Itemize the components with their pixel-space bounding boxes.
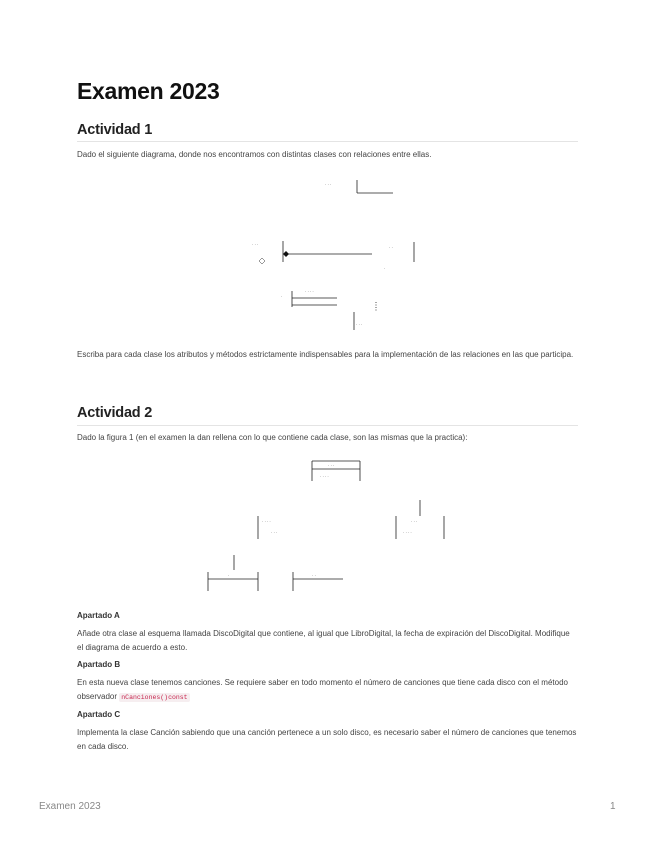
- page-number: 1: [610, 801, 616, 812]
- svg-text:· · ·: · · ·: [252, 242, 259, 247]
- svg-text:· · · ·: · · · ·: [320, 474, 329, 479]
- footer-title: Examen 2023: [39, 801, 101, 812]
- svg-text:· · · ·: · · · ·: [262, 519, 271, 524]
- activity-2-intro: Dado la figura 1 (en el examen la dan rellena con lo que contiene cada clase, son las mismas que la practica):: [77, 433, 468, 442]
- svg-text:· · ·: · · ·: [356, 322, 363, 327]
- page-title: Examen 2023: [77, 78, 220, 104]
- svg-text:·: ·: [384, 266, 386, 271]
- section-c-title: Apartado C: [77, 710, 121, 719]
- activity-2-heading: Actividad 2: [77, 405, 153, 421]
- svg-text:· · ·: · · ·: [328, 463, 335, 468]
- section-b-text-body: En esta nueva clase tenemos canciones. Se requiere saber en todo momento el número de canciones que tiene cada disco con el método observador: [77, 678, 568, 701]
- activity-1-intro: Dado el siguiente diagrama, donde nos encontramos con distintas clases con relaciones entre ellas.: [77, 150, 432, 159]
- svg-text:· · ·: · · ·: [325, 182, 332, 187]
- section-b-text: [77, 676, 577, 705]
- svg-text:·: ·: [228, 573, 230, 578]
- inline-code: nCanciones()const: [121, 694, 188, 701]
- svg-text:· ·: · ·: [389, 245, 393, 250]
- svg-text:· · ·: · · ·: [411, 519, 418, 524]
- section-c-text: Implementa la clase Canción sabiendo que una canción pertenece a un solo disco, es necesario saber el número de canciones que tenemos en cada disco.: [77, 728, 577, 751]
- svg-text:· · ·: · · ·: [271, 530, 278, 535]
- section-a-title: Apartado A: [77, 611, 120, 620]
- activity-1-instruction: Escriba para cada clase los atributos y métodos estrictamente indispensables para la implementación de las relaciones en las que participa.: [77, 350, 574, 359]
- section-a-text: Añade otra clase al esquema llamada DiscoDigital que contiene, al igual que LibroDigital, la fecha de expiración del DiscoDigital. Modifique el diagrama de acuerdo a esto.: [77, 629, 570, 652]
- svg-text:·: ·: [281, 294, 283, 299]
- activity-1-heading: Actividad 1: [77, 122, 153, 138]
- svg-text:· ·: · ·: [312, 573, 316, 578]
- section-b-title: Apartado B: [77, 660, 121, 669]
- svg-text:· · · ·: · · · ·: [403, 530, 412, 535]
- svg-text:· · · ·: · · · ·: [305, 289, 314, 294]
